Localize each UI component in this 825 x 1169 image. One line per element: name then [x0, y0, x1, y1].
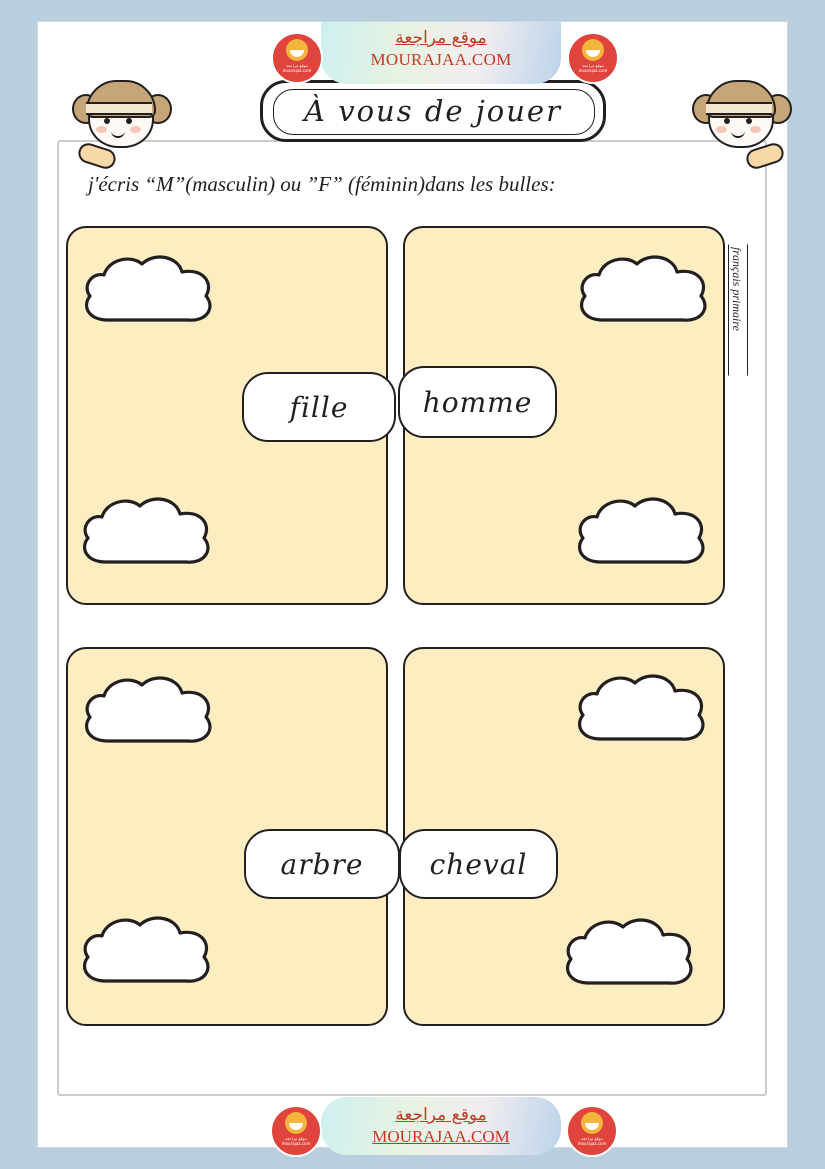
footer-banner	[321, 1097, 561, 1155]
worksheet-page	[38, 22, 787, 1147]
headband-icon	[706, 102, 772, 115]
header-badge-right-icon	[567, 32, 619, 84]
answer-bubble[interactable]	[78, 250, 218, 328]
sun-icon	[581, 1112, 603, 1134]
answer-bubble[interactable]	[559, 913, 699, 991]
page-title: À vous de jouer	[304, 94, 562, 128]
answer-bubble[interactable]	[76, 492, 216, 570]
answer-bubble[interactable]	[78, 671, 218, 749]
eye-icon	[724, 118, 730, 124]
footer-badge-right-icon	[566, 1105, 618, 1157]
cheek-icon	[130, 126, 141, 133]
girl-left-illustration	[70, 70, 174, 174]
eye-icon	[104, 118, 110, 124]
word-label: fille	[289, 390, 349, 424]
exercise-card-4	[403, 647, 725, 1026]
cheek-icon	[750, 126, 761, 133]
headband-icon	[86, 102, 152, 115]
instruction-text: j'écris “M”(masculin) ou ”F” (féminin)dans les bulles:	[88, 172, 556, 196]
exercise-card-3	[66, 647, 388, 1026]
sun-icon	[285, 1112, 307, 1134]
exercise-card-1	[66, 226, 388, 605]
word-label: cheval	[429, 847, 528, 881]
footer-badge-right-text: موقع مراجعة mourajaa.com	[577, 1136, 607, 1146]
exercise-card-2	[403, 226, 725, 605]
footer-arabic-site: موقع مراجعة	[395, 1105, 487, 1125]
side-label-text: français primaire	[730, 247, 744, 331]
header-badge-right-text: موقع مراجعة mourajaa.com	[578, 63, 608, 73]
header-badge-left-icon	[271, 32, 323, 84]
footer-site-name: MOURAJAA.COM	[372, 1127, 510, 1146]
cheek-icon	[96, 126, 107, 133]
word-card-fille	[242, 372, 396, 442]
girl-right-illustration	[690, 70, 794, 174]
sun-icon	[582, 39, 604, 61]
cheek-icon	[716, 126, 727, 133]
word-label: homme	[422, 385, 533, 419]
eye-icon	[126, 118, 132, 124]
side-label	[728, 244, 748, 376]
header-banner	[321, 22, 561, 84]
header-badge-left-text: موقع مراجعة mourajaa.com	[282, 63, 312, 73]
header-arabic-site: موقع مراجعة	[395, 28, 487, 48]
word-card-homme	[398, 366, 557, 438]
answer-bubble[interactable]	[571, 669, 711, 747]
word-label: arbre	[280, 847, 364, 881]
word-card-cheval	[399, 829, 558, 899]
title-bubble	[260, 80, 606, 142]
footer-badge-left-icon	[270, 1105, 322, 1157]
sun-icon	[286, 39, 308, 61]
eye-icon	[746, 118, 752, 124]
answer-bubble[interactable]	[573, 250, 713, 328]
word-card-arbre	[244, 829, 400, 899]
footer-badge-left-text: موقع مراجعة mourajaa.com	[281, 1136, 311, 1146]
answer-bubble[interactable]	[76, 911, 216, 989]
header-site-name: MOURAJAA.COM	[370, 50, 512, 69]
answer-bubble[interactable]	[571, 492, 711, 570]
